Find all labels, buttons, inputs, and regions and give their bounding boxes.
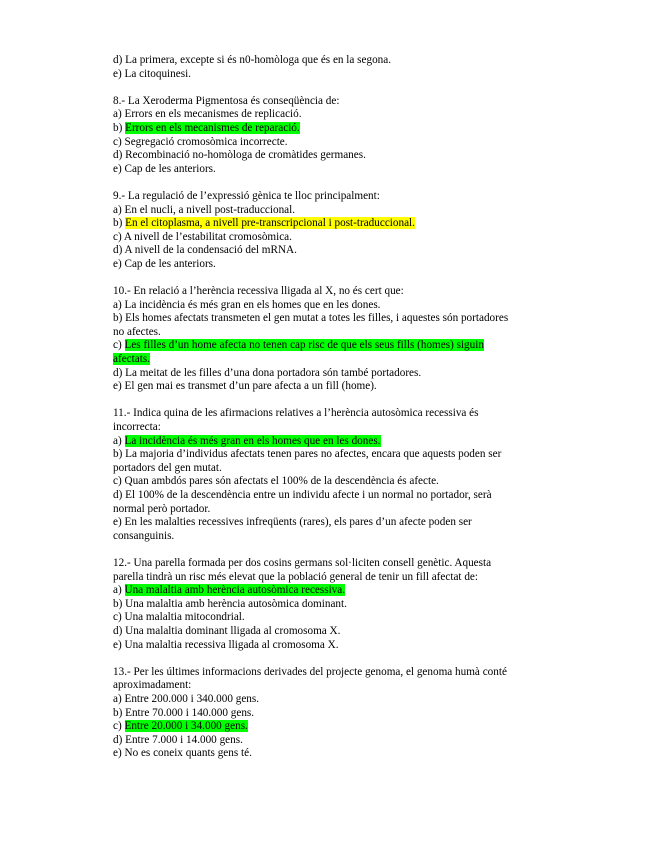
q9-option-d: d) A nivell de la condensació del mRNA. — [113, 244, 297, 257]
q11-option-c: c) Quan ambdós pares són afectats el 100% de la descendència és afecte. — [113, 475, 439, 488]
q12-option-d: d) Una malaltia dominant lligada al cromosoma X. — [113, 624, 341, 637]
q10-option-a: a) La incidència és més gran en els homes que en les dones. — [113, 298, 381, 311]
q11-option-d-line1: d) El 100% de la descendència entre un individu afecte i un normal no portador, serà — [113, 489, 492, 501]
q9-option-e: e) Cap de les anteriors. — [113, 257, 216, 270]
q13-option-d: d) Entre 7.000 i 14.000 gens. — [113, 733, 243, 746]
q12-option-e: e) Una malaltia recessiva lligada al cromosoma X. — [113, 638, 339, 651]
q12-question-line2: parella tindrà un risc més elevat que la població general de tenir un fill afectat de: — [113, 570, 478, 583]
q10-question: 10.- En relació a l’herència recessiva lligada al X, no és cert que: — [113, 285, 404, 298]
q8-option-c: c) Segregació cromosòmica incorrecte. — [113, 135, 288, 148]
q10-option-c-prefix: c) — [113, 339, 125, 352]
q12-option-a — [113, 584, 548, 598]
q10-option-c-line1 — [113, 339, 548, 353]
document-page — [113, 54, 548, 761]
q8-option-e: e) Cap de les anteriors. — [113, 162, 216, 175]
q10-answer-highlight-cont: afectats. — [113, 353, 150, 366]
q9-option-b — [113, 217, 548, 231]
q12-option-c: c) Una malaltia mitocondrial. — [113, 611, 245, 624]
q8-question: 8.- La Xeroderma Pigmentosa és conseqüència de: — [113, 94, 340, 107]
q13-option-e: e) No es coneix quants gens té. — [113, 747, 252, 760]
q12-question-line1: 12.- Una parella formada per dos cosins germans sol·liciten consell genètic. Aquesta — [113, 556, 492, 569]
q8-option-b-prefix: b) — [113, 121, 126, 134]
q8-answer-highlight: Errors en els mecanismes de reparació. — [125, 121, 300, 134]
q11-option-e-line2: consanguinis. — [113, 529, 175, 542]
q13-option-c-prefix: c) — [113, 720, 125, 733]
q10-answer-highlight: Les filles d’un home afecta no tenen cap risc de que els seus fills (homes) siguin — [124, 339, 484, 352]
q13-option-b: b) Entre 70.000 i 140.000 gens. — [113, 706, 255, 719]
q13-question-line1: 13.- Per les últimes informacions derivades del projecte genoma, el genoma humà conté — [113, 665, 507, 678]
q8-option-a: a) Errors en els mecanismes de replicació. — [113, 108, 302, 121]
q11-answer-highlight: La incidència és més gran en els homes que en les dones. — [124, 434, 381, 447]
q13-answer-highlight: Entre 20.000 i 34.000 gens. — [124, 720, 248, 733]
q10-option-c-line2 — [113, 353, 548, 367]
q9-option-a: a) En el nucli, a nivell post-traduccional. — [113, 203, 296, 216]
q11-option-d-line2: normal però portador. — [113, 502, 211, 515]
q13-question-line2: aproximadament: — [113, 679, 192, 692]
q13-option-a: a) Entre 200.000 i 340.000 gens. — [113, 692, 260, 705]
q13-option-c — [113, 720, 548, 734]
q11-question-line1: 11.- Indica quina de les afirmacions relatives a l’herència autosòmica recessiva és — [113, 407, 479, 420]
q11-option-a-prefix: a) — [113, 434, 125, 447]
q7-option-d: d) La primera, excepte si és n0-homòloga que és en la segona. — [113, 54, 392, 66]
q8-option-d: d) Recombinació no-homòloga de cromàtides germanes. — [113, 149, 366, 162]
q11-option-a — [113, 435, 548, 449]
q10-option-b-line1: b) Els homes afectats transmeten el gen mutat a totes les filles, i aquestes són portadores — [113, 312, 509, 325]
q11-question-line2: incorrecta: — [113, 421, 161, 434]
q12-answer-highlight: Una malaltia amb herència autosòmica recessiva. — [124, 584, 346, 597]
q10-option-b-line2: no afectes. — [113, 325, 161, 338]
q8-option-b — [113, 122, 548, 136]
q10-option-d: d) La meitat de les filles d’una dona portadora són també portadores. — [113, 366, 422, 379]
q11-option-e-line1: e) En les malalties recessives infreqüents (rares), els pares d’un afecte poden ser — [113, 516, 472, 529]
q9-option-c: c) A nivell de l’estabilitat cromosòmica. — [113, 230, 292, 243]
q12-option-b: b) Una malaltia amb herència autosòmica dominant. — [113, 597, 347, 610]
q11-option-b-line1: b) La majoria d’individus afectats tenen pares no afectes, encara que aquests poden ser — [113, 448, 502, 461]
q9-answer-highlight: En el citoplasma, a nivell pre-transcripcional i post-traduccional. — [125, 217, 415, 230]
q9-option-b-prefix: b) — [113, 217, 126, 230]
q11-option-b-line2: portadors del gen mutat. — [113, 461, 222, 474]
q9-question: 9.- La regulació de l’expressió gènica te lloc principalment: — [113, 189, 380, 202]
q12-option-a-prefix: a) — [113, 584, 125, 597]
q10-option-e: e) El gen mai es transmet d’un pare afecta a un fill (home). — [113, 380, 377, 393]
q7-option-e: e) La citoquinesi. — [113, 67, 191, 80]
